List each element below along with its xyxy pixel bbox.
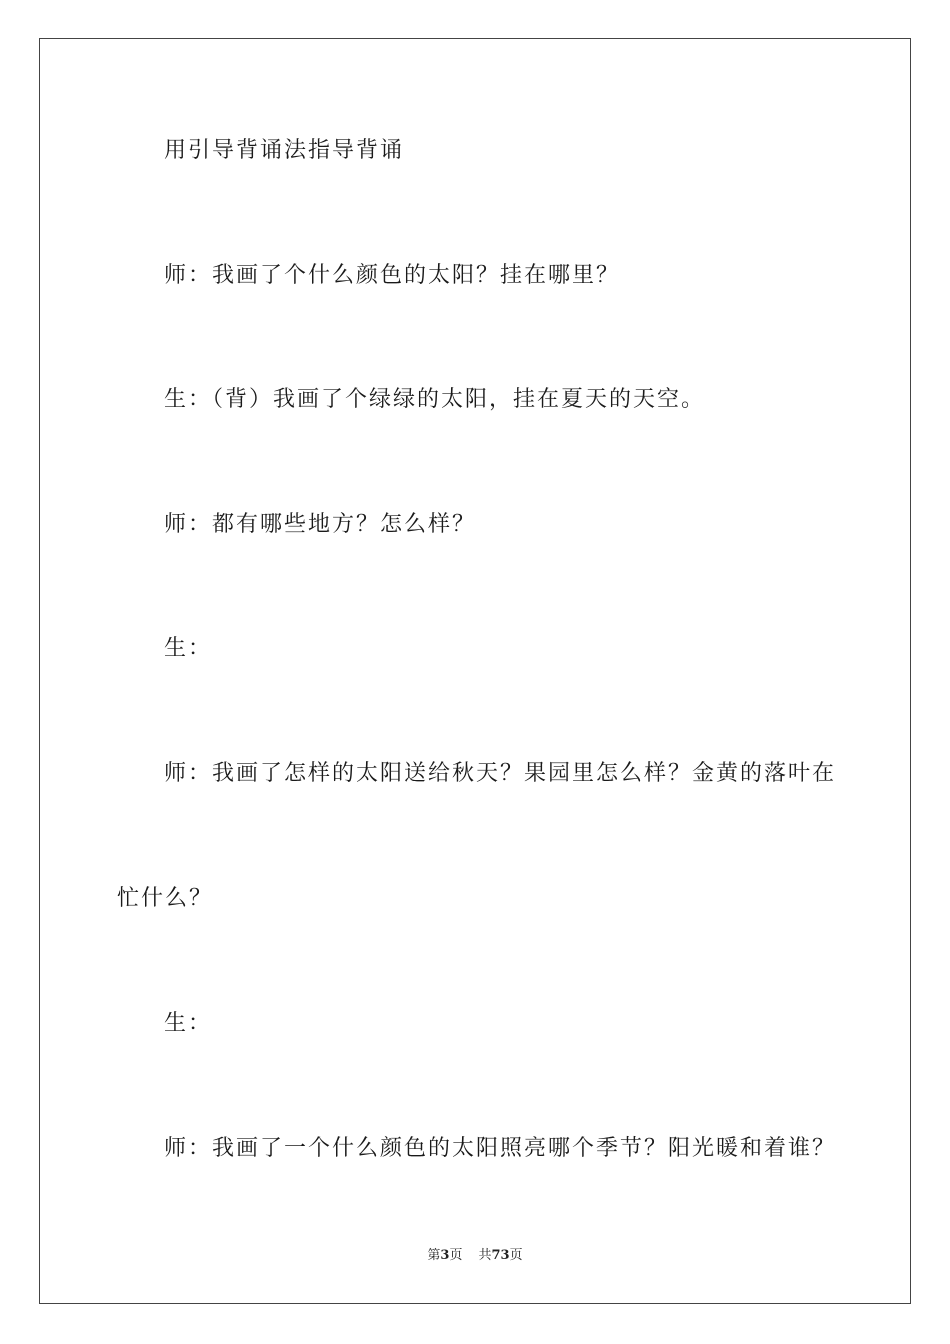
- page-footer: [0, 1247, 950, 1265]
- page-border: [39, 38, 911, 1304]
- paragraph-teacher-question-1: 师：我画了个什么颜色的太阳？挂在哪里？: [164, 263, 621, 288]
- paragraph-teacher-question-3: 师：我画了怎样的太阳送给秋天？果园里怎么样？金黄的落叶在: [164, 761, 837, 786]
- footer-prefix: 第: [427, 1248, 441, 1263]
- paragraph-teacher-question-2: 师：都有哪些地方？怎么样？: [164, 512, 477, 537]
- paragraph-student-answer-2: 生：: [164, 636, 213, 661]
- paragraph-student-answer-1: 生：（背）我画了个绿绿的太阳，挂在夏天的天空。: [164, 387, 706, 412]
- current-page-number: 3: [440, 1248, 450, 1263]
- footer-total-prefix: 共: [478, 1248, 492, 1263]
- paragraph-heading: 用引导背诵法指导背诵: [164, 138, 405, 163]
- paragraph-student-answer-3: 生：: [164, 1011, 213, 1036]
- paragraph-teacher-question-4: 师：我画了一个什么颜色的太阳照亮哪个季节？阳光暖和着谁？: [164, 1136, 837, 1161]
- paragraph-teacher-question-3-continued: 忙什么？: [117, 886, 214, 911]
- footer-page-suffix: 页: [449, 1248, 463, 1263]
- footer-total-suffix: 页: [509, 1248, 523, 1263]
- total-pages-number: 73: [491, 1248, 510, 1263]
